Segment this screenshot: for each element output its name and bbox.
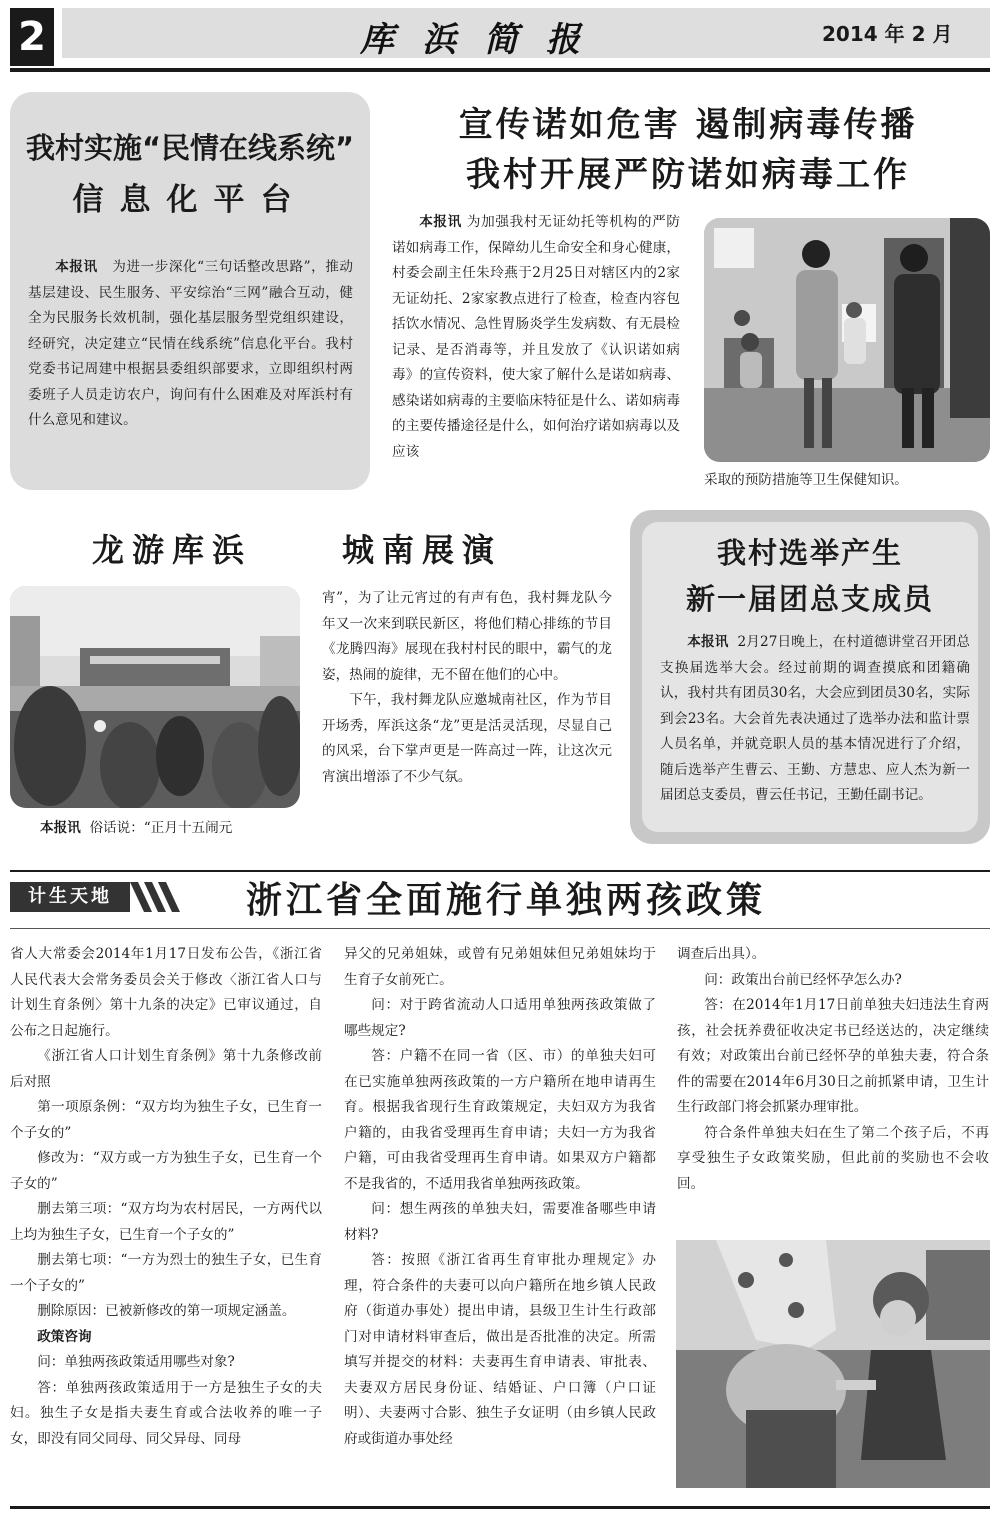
consult-heading: 政策咨询 [37, 1328, 92, 1345]
paragraph: 第一项原条例：“双方均为独生子女，已生育一个子女的” [10, 1099, 322, 1141]
policy-column-3 [677, 942, 989, 1197]
article-body-league-election [660, 630, 970, 809]
photo-mother-child [676, 1240, 990, 1488]
article-body-dragon [322, 586, 612, 790]
issue-date: 2014 年 2 月 [822, 22, 953, 46]
paragraph: 问：对于跨省流动人口适用单独两孩政策做了哪些规定? [344, 997, 656, 1039]
paragraph: 删去第七项：“一方为烈士的独生子女，已生育一个子女的” [10, 1252, 322, 1294]
photo-illustration [10, 586, 300, 808]
article-continuation-norovirus: 采取的预防措施等卫生保健知识。 [704, 472, 908, 488]
policy-column-1 [10, 942, 322, 1452]
lead-label: 本报讯 [687, 634, 729, 650]
paragraph: 答：按照《浙江省再生育审批办理规定》办理，符合条件的夫妻可以向户籍所在地乡镇人民政府（街道办事处）提出申请，县级卫生计生行政部门对申请材料审查后，做出是否批准的决定。所需填写并提交的材料：夫妻再生育申请表、审批表、夫妻双方居民身份证、结婚证、户口簿（户口证明）、夫妻两寸合影、独生子女证明（由乡镇人民政府或街道办事处经 [344, 1252, 656, 1447]
top-rule [10, 68, 990, 72]
photo-kindergarten-inspection [704, 218, 990, 462]
title-line-2: 我村开展严防诺如病毒工作 [466, 155, 910, 195]
lead-label: 本报讯 [419, 214, 462, 230]
paragraph: 删除原因：已被新修改的第一项规定涵盖。 [37, 1303, 296, 1319]
section-subrule [10, 928, 990, 929]
page-number: 2 [10, 8, 54, 66]
title-line-1: 宣传诺如危害 遏制病毒传播 [458, 105, 918, 145]
paragraph: 修改为：“双方或一方为独生子女，已生育一个子女的” [10, 1150, 322, 1192]
paragraph: 宵”，为了让元宵过的有声有色，我村舞龙队今年又一次来到联民新区，将他们精心排练的节目《龙腾四海》展现在我村村民的眼中，霸气的龙姿，热闹的旋律，无不留在他们的心中。 [322, 590, 612, 683]
article-title-norovirus [388, 100, 988, 200]
paragraph: 符合条件单独夫妇在生了第二个孩子后，不再享受独生子女政策奖励，但此前的奖励也不会收回。 [677, 1124, 989, 1192]
lead-text: 俗话说：“正月十五闹元 [89, 820, 233, 836]
paragraph: 问：想生两孩的单独夫妇，需要准备哪些申请材料? [344, 1201, 656, 1243]
article-title-info-platform [10, 122, 370, 226]
article-body-info-platform [28, 255, 353, 434]
article-title-league-election [642, 530, 978, 622]
paragraph: 《浙江省人口计划生育条例》第十九条修改前后对照 [10, 1048, 322, 1090]
newspaper-title: 库浜简报 [360, 20, 608, 60]
paragraph: 答：单独两孩政策适用于一方是独生子女的夫妇。独生子女是指夫妻生育或合法收养的唯一子女，即没有同父同母、同父异母、同母 [10, 1379, 322, 1447]
paragraph: 调查后出具）。 [677, 946, 766, 962]
lead-label: 本报讯 [40, 820, 81, 836]
article-title-dragon-part2: 城南展演 [342, 531, 503, 569]
paragraph: 省人大常委会2014年1月17日发布公告，《浙江省人民代表大会常务委员会关于修改〈浙江省人口与计划生育条例〉第十九条的决定》已审议通过，自公布之日起施行。 [10, 946, 322, 1039]
paragraph: 下午，我村舞龙队应邀城南社区，作为节目开场秀，厍浜这条“龙”更是活灵活现，尽显自己的风采，台下掌声更是一阵高过一阵，让这次元宵演出增添了不少气氛。 [322, 692, 612, 785]
bottom-rule [10, 1506, 990, 1509]
photo-illustration [676, 1240, 990, 1488]
title-line-2: 信息化平台 [72, 182, 308, 218]
paragraph: 问：单独两孩政策适用哪些对象? [37, 1354, 235, 1370]
policy-column-2 [344, 942, 656, 1452]
article-body: 为进一步深化“三句话整改思路”，推动基层建设、民生服务、平安综治“三网”融合互动，健全为民服务长效机制，强化基层服务型党组织建设，经研究，决定建立“民情在线系统”信息化平台。我村党委书记周建中根据县委组织部要求，立即组织村两委班子人员走访农户，询问有什么困难及对厍浜村有什么意见和建议。 [28, 259, 354, 428]
article-title-dragon-part1: 龙游库浜 [92, 531, 253, 569]
title-line-2: 新一届团总支成员 [685, 582, 934, 616]
paragraph: 答：在2014年1月17日前单独夫妇违法生育两孩，社会抚养费征收决定书已经送达的，决定继续有效；对政策出台前已经怀孕的单独夫妻，符合条件的需要在2014年6月30日之前抓紧申请，卫生计生行政部门将会抓紧办理审批。 [677, 997, 989, 1115]
article-body-norovirus [392, 210, 680, 465]
slash-decoration-icon [130, 879, 186, 919]
article-lead-dragon [40, 816, 310, 842]
article-body: 2月27日晚上，在村道德讲堂召开团总支换届选举大会。经过前期的调查摸底和团籍确认，我村共有团员30名，大会应到团员30名，实际到会23名。大会首先表决通过了选举办法和监计票人员名单，并就竞职人员的基本情况进行了介绍，随后选举产生曹云、王勤、方慧忠、应人杰为新一届团总支委员，曹云任书记，王勤任副书记。 [660, 634, 970, 803]
title-line-1: 我村选举产生 [716, 536, 903, 570]
paragraph: 答：户籍不在同一省（区、市）的单独夫妇可在已实施单独两孩政策的一方户籍所在地申请再生育。根据我省现行生育政策规定，夫妇双方为我省户籍的，由我省受理再生育申请；夫妇一方为我省户籍，可由我省受理再生育申请。如果双方户籍都不是我省的，不适用我省单独两孩政策。 [344, 1048, 656, 1192]
lead-label: 本报讯 [55, 259, 98, 275]
paragraph: 问：政策出台前已经怀孕怎么办? [704, 971, 902, 988]
title-line-1: 我村实施“民情在线系统” [25, 131, 355, 165]
photo-illustration [704, 218, 990, 462]
photo-dragon-performance [10, 586, 300, 808]
section-title: 浙江省全面施行单独两孩政策 [246, 880, 767, 921]
paragraph: 异父的兄弟姐妹，或曾有兄弟姐妹但兄弟姐妹均于生育子女前死亡。 [344, 946, 656, 988]
section-tag: 计生天地 [10, 882, 130, 912]
article-body: 为加强我村无证幼托等机构的严防诺如病毒工作，保障幼儿生命安全和身心健康，村委会副主任朱玲燕于2月25日对辖区内的2家无证幼托、2家家教点进行了检查，检查内容包括饮水情况、急性胃肠炎学生发病数、有无晨检记录、是否消毒等，并且发放了《认识诺如病毒》的宣传资料，使大家了解什么是诺如病毒、感染诺如病毒的主要临床特征是什么、诺如病毒的主要传播途径是什么，如何治疗诺如病毒以及应该 [392, 214, 681, 460]
paragraph: 删去第三项：“双方均为农村居民，一方两代以上均为独生子女，已生育一个子女的” [10, 1201, 322, 1243]
